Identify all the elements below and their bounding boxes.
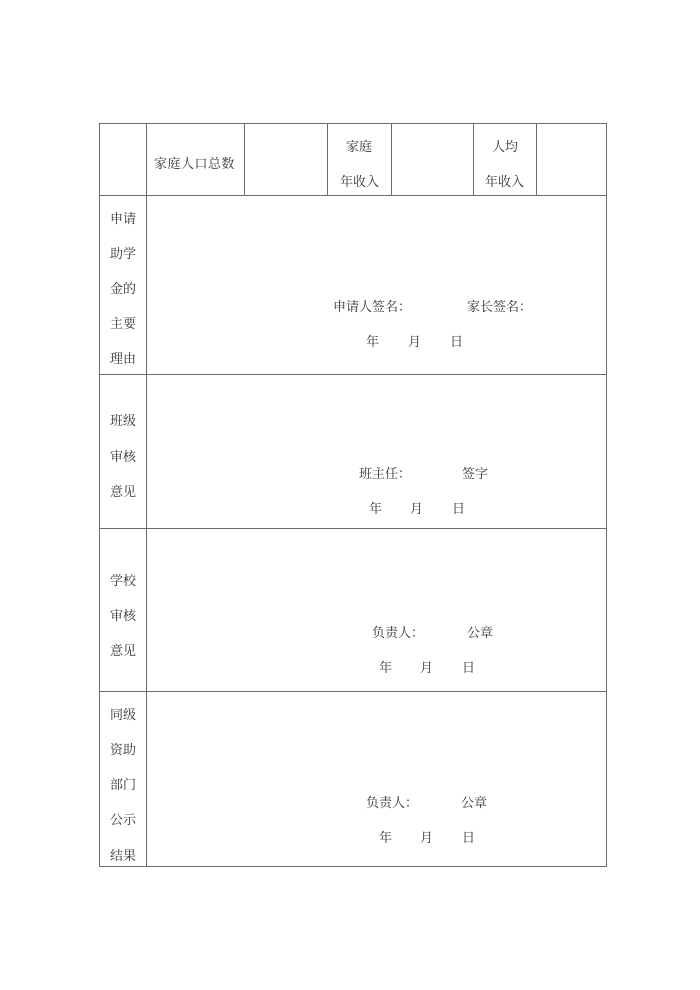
per-capita-income-label-line1: 人均 (492, 140, 519, 155)
school-review-label-line: 学校 (109, 574, 136, 589)
class-review-date-month: 月 (410, 502, 424, 517)
class-review-label-line: 审核 (109, 450, 136, 465)
per-capita-income-value[interactable] (542, 157, 602, 173)
publicity-label-line: 公示 (109, 813, 136, 828)
class-sign-label: 签字 (462, 467, 489, 482)
row-divider-reason (99, 374, 607, 375)
publicity-date-month: 月 (420, 831, 434, 846)
school-responsible-label: 负责人： (372, 626, 425, 641)
publicity-responsible-label: 负责人： (366, 796, 419, 811)
school-review-date-day: 日 (462, 661, 476, 676)
application-form-table (99, 123, 607, 867)
publicity-label-line: 同级 (109, 708, 136, 723)
class-teacher-label: 班主任： (359, 467, 412, 482)
school-review-label-line: 审核 (109, 609, 136, 624)
family-income-value[interactable] (397, 157, 469, 173)
reason-label-line: 申请 (109, 212, 136, 227)
header-col-divider-3 (391, 123, 392, 195)
reason-label-line: 助学 (109, 247, 136, 262)
row-divider-school-review (99, 691, 607, 692)
reason-date-year: 年 (366, 335, 380, 350)
label-column-divider (146, 123, 147, 867)
reason-label-line: 理由 (109, 352, 136, 367)
class-review-label-line: 班级 (109, 414, 136, 429)
reason-label-line: 主要 (109, 317, 136, 332)
school-review-date-year: 年 (379, 661, 393, 676)
row-divider-header (99, 195, 607, 196)
school-review-label-line: 意见 (109, 644, 136, 659)
publicity-date-year: 年 (379, 831, 393, 846)
class-review-date-year: 年 (369, 502, 383, 517)
header-col-divider-1 (244, 123, 245, 195)
publicity-label-line: 部门 (109, 778, 136, 793)
publicity-label-line: 结果 (109, 849, 136, 864)
school-seal-label: 公章 (467, 626, 494, 641)
family-population-label: 家庭人口总数 (154, 157, 236, 172)
family-income-label-line2: 年收入 (340, 175, 380, 190)
reason-date-day: 日 (450, 335, 464, 350)
school-review-date-month: 月 (420, 661, 434, 676)
publicity-seal-label: 公章 (461, 796, 488, 811)
row-divider-class-review (99, 528, 607, 529)
family-population-value[interactable] (250, 157, 322, 173)
reason-label-line: 金的 (109, 282, 136, 297)
parent-signature-label: 家长签名： (467, 300, 533, 315)
header-col-divider-2 (327, 123, 328, 195)
header-col-divider-4 (473, 123, 474, 195)
family-income-label-line1: 家庭 (346, 140, 373, 155)
reason-date-month: 月 (408, 335, 422, 350)
applicant-signature-label: 申请人签名： (333, 300, 412, 315)
publicity-date-day: 日 (462, 831, 476, 846)
header-col-divider-5 (536, 123, 537, 195)
per-capita-income-label-line2: 年收入 (485, 175, 525, 190)
class-review-label-line: 意见 (109, 485, 136, 500)
class-review-date-day: 日 (452, 502, 466, 517)
publicity-label-line: 资助 (109, 743, 136, 758)
